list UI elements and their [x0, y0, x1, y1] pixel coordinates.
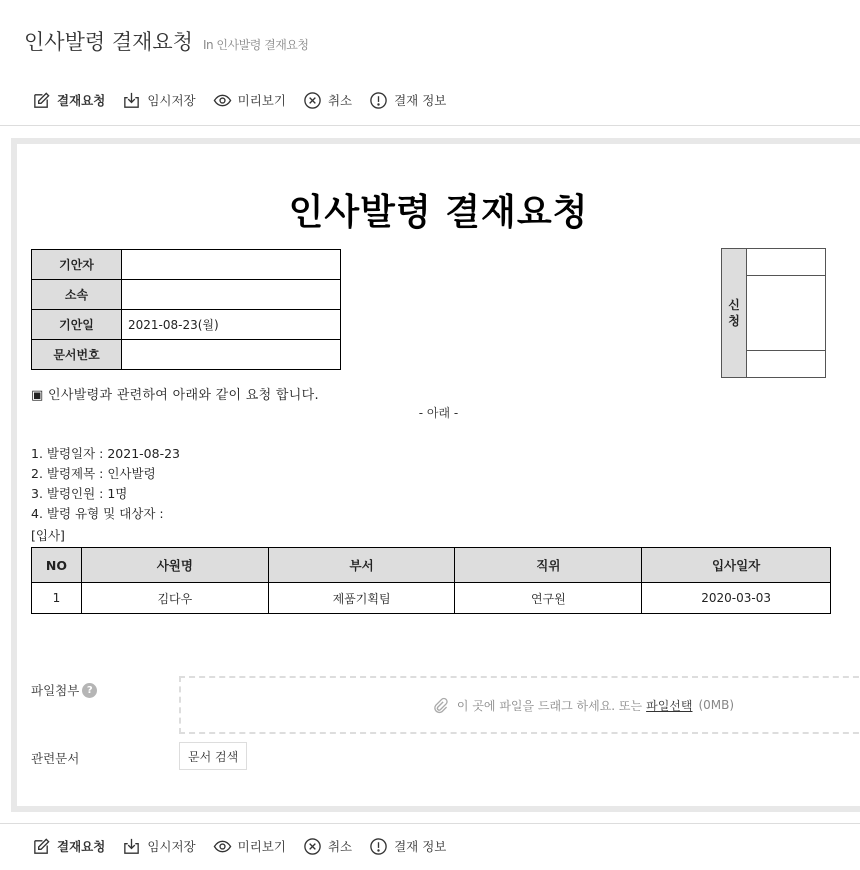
table-row: [32, 280, 341, 310]
file-size-text: (0MB): [698, 698, 735, 712]
cell-position: 연구원: [455, 583, 642, 614]
preview-button[interactable]: 미리보기: [213, 91, 286, 110]
approval-box: [721, 248, 826, 378]
list-item: 4. 발령 유형 및 대상자 :: [31, 506, 164, 521]
list-item: 3. 발령인원 : 1명: [31, 486, 128, 501]
help-icon[interactable]: ?: [82, 683, 97, 698]
draft-date-value: 2021-08-23(월): [122, 310, 341, 340]
alert-circle-icon: [369, 91, 388, 110]
column-header-join-date: 입사일자: [642, 548, 831, 583]
table-row: [32, 250, 341, 280]
top-toolbar: [32, 88, 463, 112]
bottom-toolbar: [32, 834, 463, 858]
document-search-button[interactable]: 문서 검색: [179, 742, 247, 770]
cell-join-date: 2020-03-03: [642, 583, 831, 614]
cancel-button[interactable]: 취소: [303, 91, 352, 110]
preview-button[interactable]: 미리보기: [213, 837, 286, 856]
page-title: 인사발령 결재요청: [24, 30, 193, 54]
attachment-label: 파일첨부 ?: [31, 681, 97, 699]
cell-no: 1: [32, 583, 82, 614]
table-header-row: [32, 548, 831, 583]
below-heading: - 아래 -: [418, 406, 459, 420]
save-draft-button[interactable]: 임시저장: [122, 837, 195, 856]
drafter-value: [122, 250, 341, 280]
draft-date-label: 기안일: [32, 310, 122, 340]
document-info-table: [31, 249, 341, 370]
column-header-position: 직위: [455, 548, 642, 583]
detail-list: [31, 444, 180, 524]
approver-name-cell: [747, 351, 825, 377]
alert-circle-icon: [369, 837, 388, 856]
list-item: 2. 발령제목 : 인사발령: [31, 466, 156, 481]
approval-label: 신 청: [722, 249, 747, 377]
edit-icon: [32, 91, 51, 110]
page-header: [24, 26, 308, 56]
section-label: [입사]: [31, 528, 65, 543]
department-value: [122, 280, 341, 310]
department-label: 소속: [32, 280, 122, 310]
submit-approval-button[interactable]: 결재요청: [32, 91, 105, 110]
page-subtitle: In 인사발령 결재요청: [202, 38, 309, 52]
document-title: 인사발령 결재요청: [288, 192, 589, 233]
column-header-name: 사원명: [81, 548, 268, 583]
notice-text: ▣ 인사발령과 관련하여 아래와 같이 요청 합니다.: [31, 388, 319, 403]
drafter-label: 기안자: [32, 250, 122, 280]
approval-info-button[interactable]: 결재 정보: [369, 837, 446, 856]
dropzone-text: 이 곳에 파일을 드래그 하세요. 또는: [456, 698, 643, 713]
column-header-no: NO: [32, 548, 82, 583]
divider: [0, 823, 860, 824]
file-select-link[interactable]: 파일선택: [646, 698, 693, 713]
related-docs-label: 관련문서: [31, 751, 80, 766]
close-circle-icon: [303, 837, 322, 856]
download-icon: [122, 91, 141, 110]
save-draft-button[interactable]: 임시저장: [122, 91, 195, 110]
document-number-value: [122, 340, 341, 370]
cell-department: 제품기획팀: [268, 583, 455, 614]
submit-approval-button[interactable]: 결재요청: [32, 837, 105, 856]
approver-stamp-cell[interactable]: [747, 276, 825, 351]
cancel-button[interactable]: 취소: [303, 837, 352, 856]
table-row: [32, 583, 831, 614]
paperclip-icon: [431, 696, 449, 714]
download-icon: [122, 837, 141, 856]
table-row: [32, 310, 341, 340]
employee-table: [31, 547, 831, 614]
list-item: 1. 발령일자 : 2021-08-23: [31, 446, 181, 461]
file-dropzone[interactable]: [179, 676, 860, 734]
divider: [0, 125, 860, 126]
eye-icon: [213, 91, 232, 110]
document-number-label: 문서번호: [32, 340, 122, 370]
cell-name: 김다우: [81, 583, 268, 614]
close-circle-icon: [303, 91, 322, 110]
column-header-department: 부서: [268, 548, 455, 583]
edit-icon: [32, 837, 51, 856]
approval-info-button[interactable]: 결재 정보: [369, 91, 446, 110]
eye-icon: [213, 837, 232, 856]
approver-position-cell: [747, 249, 825, 276]
document-frame: [11, 138, 860, 812]
table-row: [32, 340, 341, 370]
